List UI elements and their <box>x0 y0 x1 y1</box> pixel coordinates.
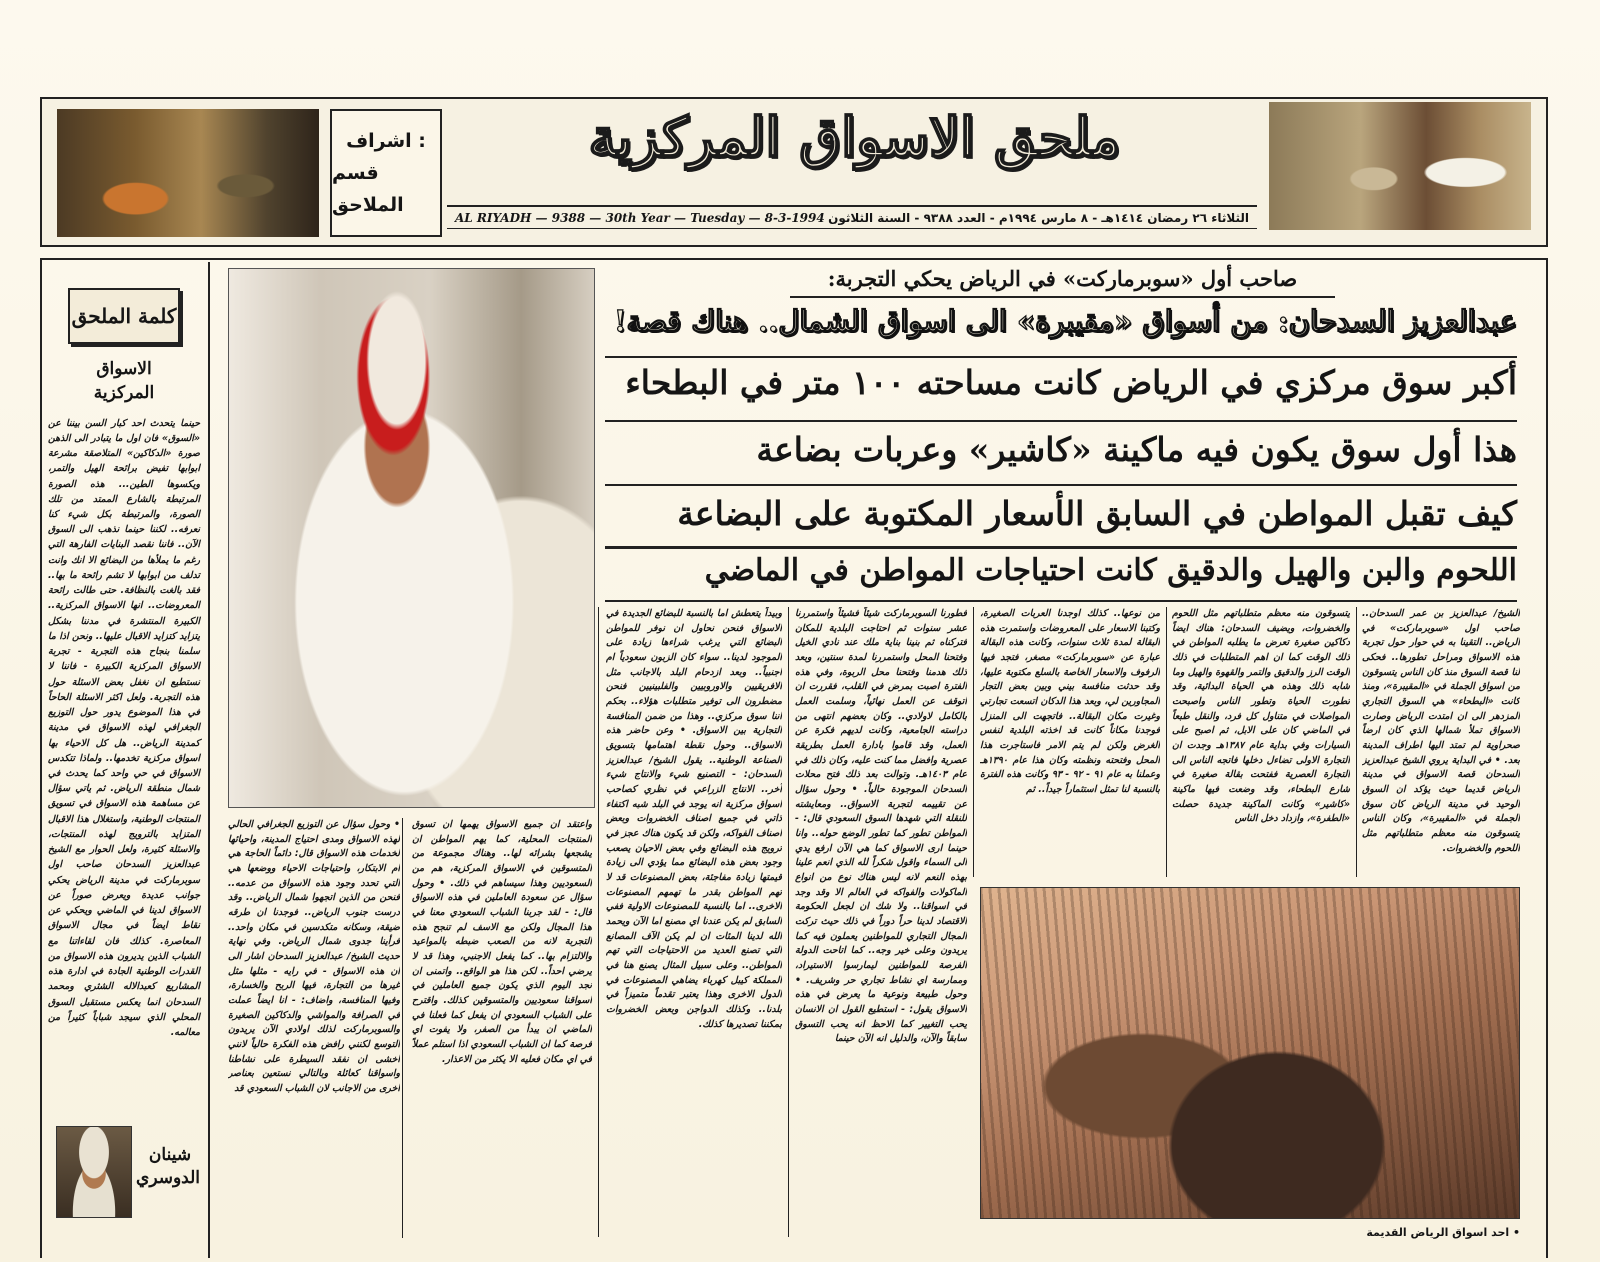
headline-line-1: أكبر سوق مركزي في الرياض كانت مساحته ١٠٠ متر في البطحاء <box>625 363 1517 402</box>
article-column-2: يتسوقون منه معظم متطلباتهم مثل اللحوم والخضروات، ويضيف السدحان: هناك ايضاً دكاكين صغيرة تعرض ما يطلبه المواطن في ذلك الوقت كما ان اهم المتطلبات في ذلك الوقت الرز والدقيق والتمر والقهوة والهيل وما شابه ذلك وهذه هي الحياة البدائية، وقد تطورت الحياة وتطور الناس واصبحت المواصلات في متناول كل فرد، والنقل طبعاً في الماضي كان على الابل، ثم اصبح على السيارات وفي بداية عام ١٣٨٧هـ وجدت ان التجارة الاولى تضاءل دخلها فاتجه الناس الى التجارة العصرية ففتحت بقالة صغيرة في شارع البطحاء، وقد وضعت فيها ماكينة «كاشير» وكانت الماكينة جديدة حصلت «الطفرة»، وازداد دخل الناس <box>1172 608 1350 825</box>
rule-left-column <box>208 262 210 1258</box>
headline-line-4: اللحوم والبن والهيل والدقيق كانت احتياجات المواطن في الماضي <box>704 553 1517 588</box>
editorial-text: حينما يتحدث احد كبار السن بيننا عن «السوق» فان اول ما يتبادر الى الذهن صورة «الدكاكين» المتلاصقة مشرعة ابوابها تفيض برائحة الهيل والتمر، ويكسوها الطين... هذه الصورة المرتبطة بالشارع الممتد من تلك الصورة، والمرتبطة بكل شيء كنا نعرفه.. لكننا حينما نذهب الى السوق الآن.. فاننا نقصد البنايات الفارهة التي رغم ما يملأها من البضائع الا انك وانت تدلف من ابوابها لا تشم رائحة ما بها.. فقد بالغت بالنظافة. حتى طالت رائحة المعروضات.. انها الاسواق المركزية.. الكبيرة المنتشرة في مدننا بشكل يتزايد كتزايد الاقبال عليها.. ونحن اذا ما سلمنا بنجاح هذه التجربة - تجربة الاسواق المركزية الكبيرة - فاننا لا نستطيع ان نغفل بعض الاسئلة حول هذه التجربة. ولعل اكثر الاسئلة الحاحاً في هذا الموضوع يدور حول التوزيع الجغرافي لهذه الاسواق في مدينة كمدينة الرياض.. هل كل الاحياء بها اسواق مركزية تخدمها.. ولماذا تتكدس الاسواق في حي واحد كما يحدث في شمال منطقة الرياض. ثم ياتي سؤال عن مساهمة هذه الاسواق في تسويق المنتجات الوطنية، واستغلال هذا الاقبال المتزايد بالترويج لهذه المنتجات، والاسئلة كثيرة، ولعل الحوار مع الشيخ عبدالعزيز السدحان صاحب اول سوبرماركت في مدينة الرياض يحكي جوانب عديدة ويعرض صوراً عن الاسواق لدينا في الماضي ويحكي عن نقاط ايضاً في مجال الاسواق المعاصرة. كذلك فان لقاءاتنا مع الشباب الذين يديرون هذه الاسواق من القدرات الوطنية الجادة في ادارة هذه المشاريع كعبدالاله الشثري ومحمد السدحان انما يعكس مستقبل السوق المحلي الذي سيجد شباباً كثيراً من معالمه. <box>48 417 200 1038</box>
article-column-7: • وحول سؤال عن التوزيع الجغرافي الحالي لهذه الاسواق ومدى احتياج المدينة، واحيائها لخدمات هذه الاسواق قال: دائماً الحاجة هي ام الابتكار، واحتياجات الاحياء ووضعها هي التي تحدد وجود هذه الاسواق من عدمه.. فنحن من الذين اتجهوا شمال الرياض.. وقد درست جنوب الرياض.. فوجدنا ان طرقه ضيقة، وسكانه متكدسين في مكان واحد.. فرأينا جدوى شمال الرياض. وفي نهاية حديث الشيخ/ عبدالعزيز السدحان اشار الى ان هذه الاسواق - في رايه - مثلها مثل غيرها من التجارة، فيها الربح والخسارة، وفيها المنافسة، واضاف: - انا ايضاً عملت في الصرافة والمواشي والدكاكين الصغيرة والسوبرماركت لذلك اولادي الآن يريدون التوسع لكنني رافض هذه الفكرة حالياً لانني اخشى ان نفقد السيطرة على نشاطنا واسواقنا كعائلة وبالتالي نستعين بعناصر اخرى من الاجانب لان الشباب السعودي قد <box>228 819 400 1095</box>
editorial-badge: كلمة الملحق <box>68 288 180 344</box>
column-rule-a <box>402 818 403 1238</box>
column-rule-e <box>1166 607 1167 877</box>
article-column-3: من نوعها.. كذلك اوجدنا العربات الصغيرة، وكتبنا الاسعار على المعروضات واستمرت هذه البقالة لمدة ثلاث سنوات، وكانت هذه البقالة عبارة عن «سوبرماركت» مصغر، فتجد فيها الرفوف والاسعار الخاصة بالسلع مكتوبة عليها، وقد حدثت منافسة بيني وبين بعض التجار المجاورين لي، وبعد هذا الدكان اتسعت تجارتي وغيرت مكان البقالة.. فاتجهت الى المنزل فوجدنا مكاناً كانت قد اخذته البلدية لنفس الغرض ولكن لم يتم الامر فاستاجرت هذا المحل وفتحته ونظمته وكان هذا عام ١٣٩٠هـ وعملنا به عام ٩١ - ٩٢ - ٩٣ وكانت هذه الفترة بالنسبة لنا تمثل استثماراً جيداً.. ثم <box>980 608 1160 796</box>
article-column-6: واعتقد ان جميع الاسواق يهمها ان تسوق المنتجات المحلية، كما يهم المواطن ان يشجعها بشرائه لها.. وهناك مجموعة من المتسوقين في الاسواق المركزية، هم من السعوديين وهذا سيساهم في ذلك. • وحول سؤال عن سعودة العاملين في هذه الاسواق قال: - لقد جربنا الشباب السعودي معنا في هذا المجال ولكن مع الاسف لم تنجح هذه التجربة لانه من الصعب ضبطه بالمواعيد والالتزام بها.. كما يفعل الاجنبي، وهذا قد لا يرضي احداً.. لكن هذا هو الواقع.. واتمنى ان نجد اليوم الذي يكون جميع العاملين في اسواقنا سعوديين والمتسوقين كذلك. واقترح على الشباب السعودي ان يفعل كما فعلنا في الماضي ان يبدأ من الصفر، ولا يفوت اي فرصة كما ان الشباب السعودي اذا استلم عملاً في اي مكان فعليه الا يكثر من الاعذار. <box>412 819 592 1065</box>
masthead-photo-left <box>57 109 319 237</box>
supervisor-box <box>330 109 442 237</box>
masthead-title: ملحق الاسواق المركزية <box>588 105 1121 169</box>
editorial-title-line2: المركزية <box>93 382 155 403</box>
headline-line-3: كيف تقبل المواطن في السابق الأسعار المكتوبة على البضاعة <box>677 494 1517 533</box>
headline-line-2: هذا أول سوق يكون فيه ماكينة «كاشير» وعربات بضاعة <box>756 430 1517 469</box>
column-rule-c <box>788 607 789 1237</box>
author-photo <box>56 1126 132 1218</box>
headline-rule-1 <box>605 356 1517 358</box>
rule-left-outer <box>40 258 42 1258</box>
masthead-photo-right <box>1269 102 1531 230</box>
photo-caption: • احد اسواق الرياض القديمة <box>1366 1226 1520 1239</box>
headline-rule-2 <box>605 420 1517 422</box>
headline-rule-5 <box>605 600 1517 602</box>
supervisor-label: اشراف : <box>346 129 426 152</box>
column-rule-b <box>598 607 599 1237</box>
editorial-column <box>44 268 204 1258</box>
rule-right-outer <box>1546 258 1548 1258</box>
article-column-5: وبيداً يتعطش اما بالنسبة للبضائع الجديدة في الاسواق فنحن نحاول ان نوفر للمواطن البضائع التي يرغب شراءها زيادة على الموجود لدينا.. سواء كان الزبون سعودياً ام اجنبياً.. وبعد ازدحام البلد بالاجانب مثل الافريقيين والاوروبيين والفلبينيين فنحن مضطرون الى توفير متطلبات هؤلاء.. بحكم اننا سوق مركزي.. وهذا من ضمن المنافسة التجارية بين الاسواق. • وعن حاضر هذه الاسواق.. وحول نقطة اهتمامها بتسويق الصناعة الوطنية.. يقول الشيخ/ عبدالعزيز السدحان: - التصنيع شيء والانتاج شيء آخر.. الانتاج الزراعي في نظري كصاحب اسواق مركزية انه يوجد في البلد شبه اكتفاء ذاتي في جميع اصناف الخضروات وبعض اصناف الفواكه، ولكن قد يكون هناك عجز في ترويج هذه البضائع وفي بعض الاحيان يصعب وجود بعض هذه البضائع مما يؤدي الى زيادة قيمتها زيادة مفاجئة، بعض المصنوعات قد لا تهم المواطن بقدر ما تهمهم المصنوعات الاخرى.. اما بالنسبة للمصنوعات الاولية ففي السابق لم يكن عندنا اي مصنع اما الآن ويحمد الله لدينا المئات ان لم يكن الآف المصانع التي تصنع العديد من الاحتياجات التي تهم المواطن.. وعلى سبيل المثال يصنع هنا في المملكة كيبل كهرباء يضاهي المصنوعات في الدول الاخرى وهذا يعتبر تقدماً متميزاً في بلدنا.. وكذلك الدواجن وبعض الخضروات بمكننا تصديرها كذلك. <box>606 608 782 1030</box>
portrait-photo <box>228 268 595 808</box>
headline-rule-4 <box>605 546 1517 549</box>
headline-main: عبدالعزيز السدحان: من أسواق «مقيبرة» الى اسواق الشمال.. هناك قصة! <box>613 304 1517 338</box>
supervisor-name: قسم الملاحق <box>332 161 404 217</box>
article-column-1: الشيخ/ عبدالعزيز بن عمر السدحان.. صاحب اول «سوبرماركت» في الرياض.. التقينا به في حوار حول تجربة هذه الاسواق ومراحل تطورها.. فحكى لنا قصة السوق منذ كان الناس يتسوقون من اسواق الجملة في «المقيبرة»، ومنذ كانت «البطحاء» هي السوق التجاري المزدهر الى ان امتدت الرياض وصارت الاسواق تملأ شمالها الذي كان ارضاً صحراوية لم تمتد اليها اطراف المدينة بعد. • في البداية يروي الشيخ عبدالعزيز السدحان قصة الاسواق في مدينة الرياض قديما حيث يؤكد ان السوق الوحيد في مدينة الرياض كان سوق الجملة في «المقيبرة»، وكان الناس يتسوقون منه معظم متطلباتهم مثل اللحوم والخضروات. <box>1362 608 1520 854</box>
column-rule-f <box>1356 607 1357 877</box>
article-column-4: فطورنا السوبرماركت شيئاً فشيئاً واستمررنا عشر سنوات ثم احتاجت البلدية للمكان فتركناه ثم بنينا بناية ملك عند نادي الخيل وفتحنا المحل واستمررنا لمدة سنتين، وبعد ذلك هدمنا وفتحنا محل الربوة، وفي هذه الفترة اصبت بمرض في القلب، فقررت ان اتوقف عن العمل نهائياً، وسلمت العمل بالكامل لاولادي.. وكان بعضهم انتهى من دراسته الجامعية، وكانت لديهم فكرة عن العمل، وقد قاموا بادارة العمل بطريقة عصرية وافضل مما كنت عليه، وكان ذلك في عام ١٤٠٣هـ. وتوالت بعد ذلك فتح محلات السدحان الموجودة حالياً. • وحول سؤال عن تقييمه لتجربة الاسواق.. ومعايشته للنقلة التي شهدها السوق السعودي قال: - المواطن تطور كما تطور الوضع حوله.. وانا حينما ارى الاسواق كما هي الآن ارفع يدي الى السماء واقول شكراً لله الذي انعم علينا بهذه النعم لانه ليس هناك نوع من انواع الماكولات والفواكه في العالم الا وقد وجد في اسواقنا.. ولا شك ان لجعل الحكومة الاقتصاد لدينا حراً دوراً في ذلك حيث تركت المجال التجاري للمواطنين يعملون فيه كما يريدون وعلى خير وجه.. كما اتاحت الدولة الفرصة للمواطنين ليمارسوا الاستيراد، وممارسة اي نشاط تجاري حر وشريف. • وحول طبيعة ونوعية ما يعرض في هذه الاسواق يقول: - استطيع القول ان الانسان يحب التغيير كما الاحظ انه يحب التسوق سابقاً والآن، والدليل انه الآن حينما <box>795 608 967 1045</box>
column-rule-d <box>973 607 974 877</box>
editorial-title-line1: الاسواق <box>96 359 152 379</box>
headline-rule-3 <box>605 484 1517 486</box>
author-name: شينان الدوسري <box>136 1145 200 1188</box>
headline-kicker: صاحب أول «سوبرماركت» في الرياض يحكي التجربة: <box>790 262 1335 298</box>
dateline-english: AL RIYADH — 9388 — 30th Year — Tuesday — 8-3-1994 <box>455 211 825 225</box>
editorial-title <box>44 358 204 406</box>
dateline-arabic: الثلاثاء ٢٦ رمضان ١٤١٤هـ - ٨ مارس ١٩٩٤م - العدد ٩٣٨٨ - السنة الثلاثون <box>828 211 1249 225</box>
masthead <box>40 97 1548 247</box>
dateline <box>447 205 1257 229</box>
old-market-photo <box>980 887 1520 1219</box>
